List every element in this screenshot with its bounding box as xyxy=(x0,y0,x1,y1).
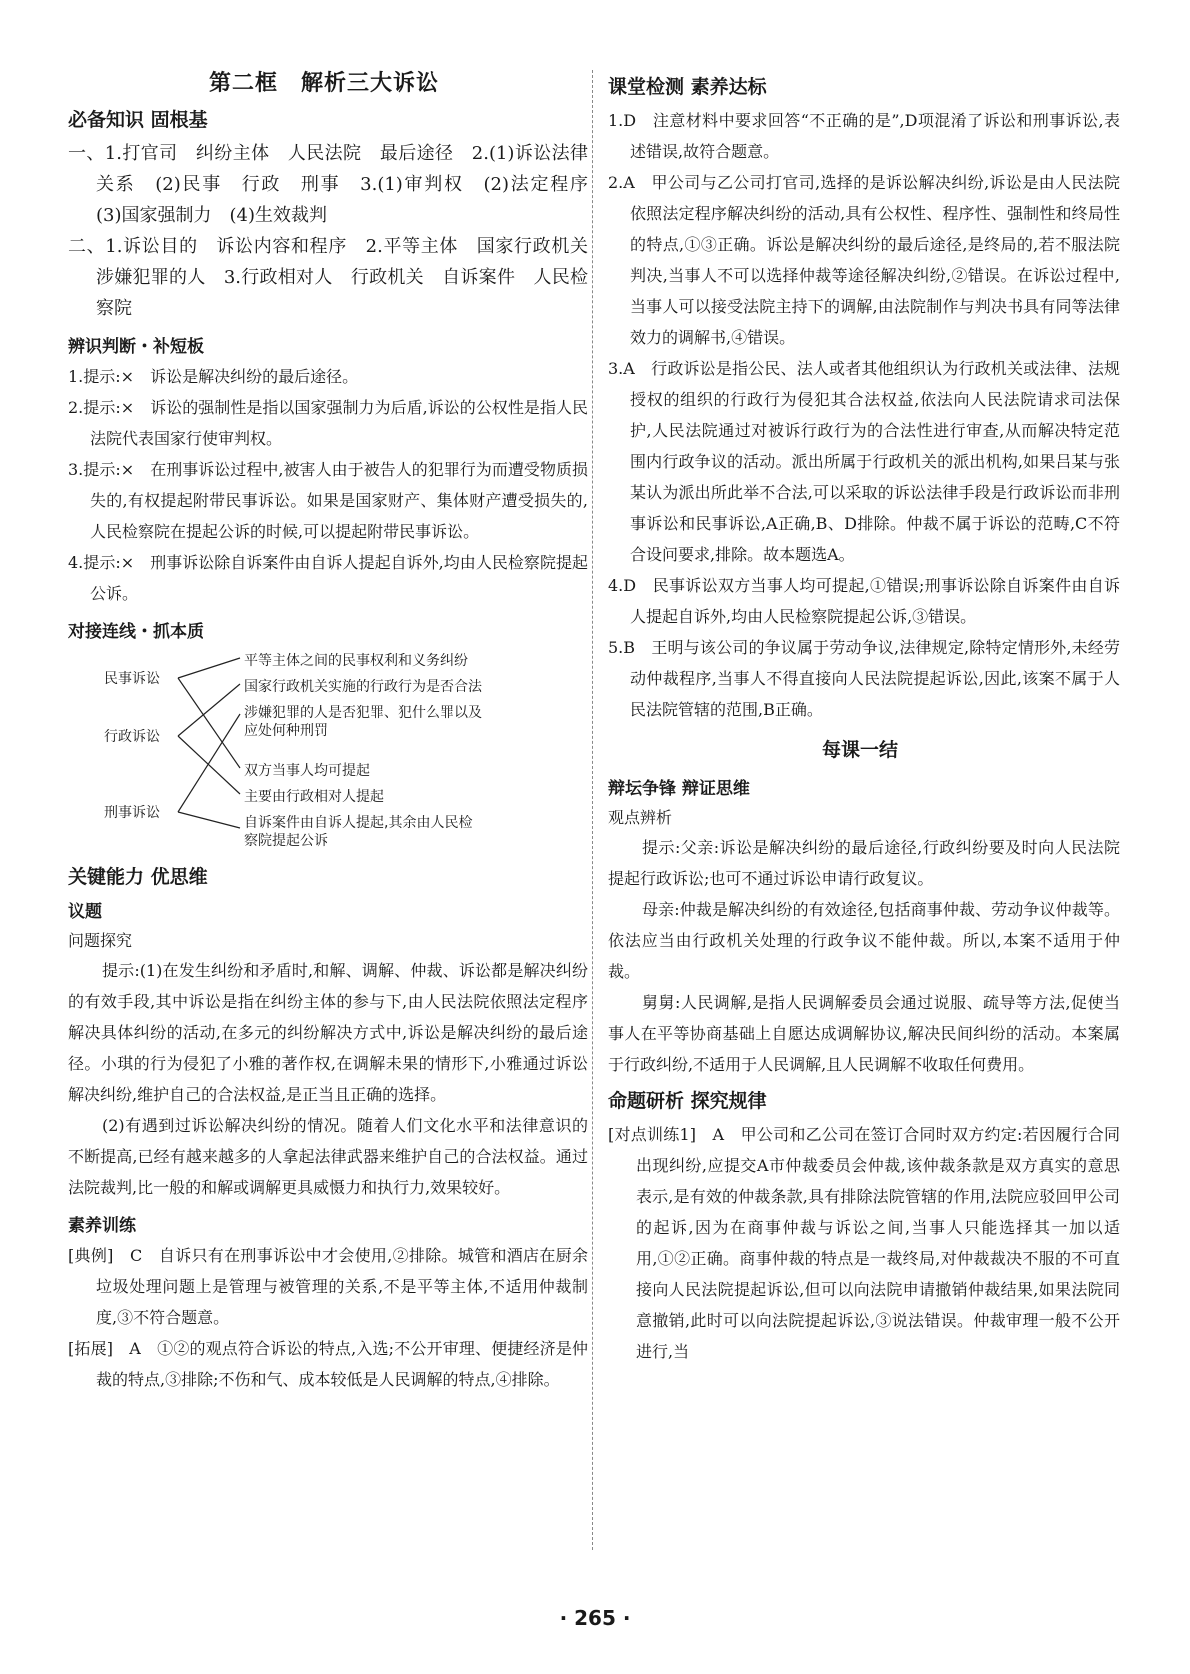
knowledge-line-1: 一、1.打官司 纠纷主体 人民法院 最后途径 2.(1)诉讼法律关系 (2)民事 行政 刑事 3.(1)审判权 (2)法定程序 (3)国家强制力 (4)生效裁判 xyxy=(68,143,606,226)
heading-debate: 辩坛争锋 辩证思维 xyxy=(608,779,750,799)
answer-2: 2.A 甲公司与乙公司打官司,选择的是诉讼解决纠纷,诉讼是由人民法院依照法定程序解决纠纷的活动,具有公权性、程序性、强制性和终局性的特点,①③正确。诉讼是解决纠纷的最后途径,是终局的,若不服法院判决,当事人不可以选择仲裁等途径解决纠纷,②错误。在诉讼过程中,当事人可以接受法院主持下的调解,由法院制作与判决书具有同等法律效力的调解书,④错误。 xyxy=(608,173,1120,347)
line-civil-1 xyxy=(178,658,240,678)
example-extension: [拓展] A ①②的观点符合诉讼的特点,入选;不公开审理、便捷经济是仲裁的特点,③排除;不伤和气、成本较低是人民调解的特点,④排除。 xyxy=(68,1339,588,1389)
match-right-3a: 涉嫌犯罪的人是否犯罪、犯什么罪以及 xyxy=(244,705,482,721)
heading-lesson-summary: 每课一结 xyxy=(821,739,898,761)
line-admin-2 xyxy=(178,736,240,794)
heading-key-ability: 关键能力 优思维 xyxy=(68,866,208,888)
heading-proposition: 命题研析 探究规律 xyxy=(608,1090,767,1112)
knowledge-line-2: 二、1.诉讼目的 诉讼内容和程序 2.平等主体 国家行政机关 涉嫌犯罪的人 3.行政相对人 行政机关 自诉案件 人民检察院 xyxy=(68,236,606,319)
match-left-admin: 行政诉讼 xyxy=(104,729,160,745)
heading-viewpoint: 观点辨析 xyxy=(608,808,673,827)
viewpoint-mother: 母亲:仲裁是解决纠纷的有效途径,包括商事仲裁、劳动争议仲裁等。依法应当由行政机关处理的行政争议不能仲裁。所以,本案不适用于仲裁。 xyxy=(608,900,1120,981)
match-right-3b: 应处何种刑罚 xyxy=(244,723,328,739)
answer-3: 3.A 行政诉讼是指公民、法人或者其他组织认为行政机关或法律、法规授权的组织的行政行为侵犯其合法权益,依法向人民法院请求司法保护,人民法院通过对被诉行政行为的合法性进行审查,从而解决特定范围内行政争议的活动。派出所属于行政机关的派出机构,如果吕某与张某认为派出所此举不合法,可以采取的诉讼法律手段是行政诉讼而非刑事诉讼和民事诉讼,A正确,B、D排除。仲裁不属于诉讼的范畴,C不符合设问要求,排除。故本题选A。 xyxy=(608,359,1120,564)
drill-1: [对点训练1] A 甲公司和乙公司在签订合同时双方约定:若因履行合同出现纠纷,应提交A市仲裁委员会仲裁,该仲裁条款是双方真实的意思表示,是有效的仲裁条款,具有排除法院管辖的作用,法院应驳回甲公司的起诉,因为在商事仲裁与诉讼之间,当事人只能选择其一加以适用,①②正确。商事仲裁的特点是一裁终局,对仲裁裁决不服的不可直接向人民法院提起诉讼,但可以向法院申请撤销仲裁结果,如果法院同意撤销,此时可以向法院提起诉讼,③说法错误。仲裁审理一般不公开进行,当 xyxy=(608,1125,1120,1361)
matching-diagram xyxy=(60,650,588,850)
heading-topic: 议题 xyxy=(68,902,102,922)
inquiry-para-1: 提示:(1)在发生纠纷和矛盾时,和解、调解、仲裁、诉讼都是解决纠纷的有效手段,其中诉讼是指在纠纷主体的参与下,由人民法院依照法定程序解决具体纠纷的活动,在多元的纠纷解决方式中,诉讼是解决纠纷的最后途径。小琪的行为侵犯了小雅的著作权,在调解未果的情形下,小雅通过诉讼解决纠纷,维护自己的合法权益,是正当且正确的选择。 xyxy=(68,961,588,1104)
judgment-item-3: 3.提示:× 在刑事诉讼过程中,被害人由于被告人的犯罪行为而遭受物质损失的,有权提起附带民事诉讼。如果是国家财产、集体财产遭受损失的,人民检察院在提起公诉的时候,可以提起附带民事诉讼。 xyxy=(68,460,588,541)
heading-matching: 对接连线・抓本质 xyxy=(68,622,204,642)
match-left-civil: 民事诉讼 xyxy=(104,671,160,687)
viewpoint-uncle: 舅舅:人民调解,是指人民调解委员会通过说服、疏导等方法,促使当事人在平等协商基础上自愿达成调解协议,解决民间纠纷的活动。本案属于行政纠纷,不适用于人民调解,且人民调解不收取任何费用。 xyxy=(608,993,1120,1074)
match-right-6b: 察院提起公诉 xyxy=(244,833,328,849)
judgment-item-4: 4.提示:× 刑事诉讼除自诉案件由自诉人提起自诉外,均由人民检察院提起公诉。 xyxy=(68,553,588,603)
example-typical: [典例] C 自诉只有在刑事诉讼中才会使用,②排除。城管和酒店在厨余垃圾处理问题上是管理与被管理的关系,不是平等主体,不适用仲裁制度,③不符合题意。 xyxy=(68,1246,588,1327)
column-divider xyxy=(592,70,594,1550)
answer-5: 5.B 王明与该公司的争议属于劳动争议,法律规定,除特定情形外,未经劳动仲裁程序,当事人不得直接向人民法院提起诉讼,因此,该案不属于人民法院管辖的范围,B正确。 xyxy=(608,638,1120,719)
answer-4: 4.D 民事诉讼双方当事人均可提起,①错误;刑事诉讼除自诉案件由自诉人提起自诉外,均由人民检察院提起公诉,③错误。 xyxy=(608,576,1120,626)
viewpoint-father: 提示:父亲:诉讼是解决纠纷的最后途径,行政纠纷要及时向人民法院提起行政诉讼;也可不通过诉讼申请行政复议。 xyxy=(608,838,1120,888)
judgment-item-2: 2.提示:× 诉讼的强制性是指以国家强制力为后盾,诉讼的公权性是指人民法院代表国家行使审判权。 xyxy=(68,398,588,448)
right-column xyxy=(600,66,1120,1367)
section-title: 第二框 解析三大诉讼 xyxy=(208,71,439,96)
match-right-2: 国家行政机关实施的行政行为是否合法 xyxy=(244,679,482,695)
left-column xyxy=(60,66,606,1395)
match-right-6a: 自诉案件由自诉人提起,其余由人民检 xyxy=(244,815,473,831)
page-number: · 265 · xyxy=(559,1606,631,1630)
heading-literacy-training: 素养训练 xyxy=(68,1216,136,1236)
heading-inquiry: 问题探究 xyxy=(68,931,133,950)
inquiry-para-2: (2)有遇到过诉讼解决纠纷的情况。随着人们文化水平和法律意识的不断提高,已经有越来越多的人拿起法律武器来维护自己的合法权益。通过法院裁判,比一般的和解或调解更具威慑力和执行力,效果较好。 xyxy=(68,1116,588,1197)
heading-classroom-test: 课堂检测 素养达标 xyxy=(608,76,767,98)
heading-judgment: 辨识判断・补短板 xyxy=(68,337,204,357)
match-right-1: 平等主体之间的民事权利和义务纠纷 xyxy=(244,653,468,669)
judgment-item-1: 1.提示:× 诉讼是解决纠纷的最后途径。 xyxy=(68,367,359,386)
match-right-5: 主要由行政相对人提起 xyxy=(244,789,384,805)
line-criminal-2 xyxy=(178,812,240,828)
answer-1: 1.D 注意材料中要求回答“不正确的是”,D项混淆了诉讼和刑事诉讼,表述错误,故符合题意。 xyxy=(608,111,1120,161)
heading-essential-knowledge: 必备知识 固根基 xyxy=(68,109,208,131)
match-left-criminal: 刑事诉讼 xyxy=(104,805,160,821)
match-right-4: 双方当事人均可提起 xyxy=(244,763,370,779)
